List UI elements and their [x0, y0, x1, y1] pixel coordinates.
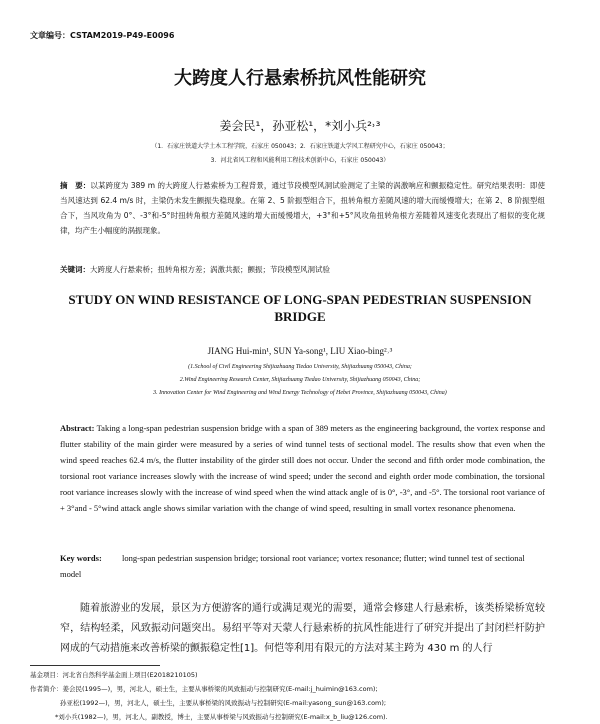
english-affiliation-line-3: 3. Innovation Center for Wind Engineering and Wind Energy Technology of Hebei Province, Shijiazhuang 050043, China): [153, 390, 447, 396]
english-title: STUDY ON WIND RESISTANCE OF LONG-SPAN PEDESTRIAN SUSPENSION BRIDGE: [68, 292, 532, 324]
english-keywords-text: long-span pedestrian suspension bridge; torsional root variance; vortex resonance; flutter; wind tunnel test of sectional model: [60, 553, 525, 579]
article-number: 文章编号：CSTAM2019-P49-E0096: [30, 31, 175, 40]
chinese-keywords-text: 大跨度人行悬索桥；扭转角根方差；涡激共振；颤振；节段模型风洞试验: [90, 265, 330, 274]
english-abstract-label: Abstract:: [60, 423, 95, 433]
chinese-title: 大跨度人行悬索桥抗风性能研究: [174, 68, 426, 89]
body-paragraph: 随着旅游业的发展，景区为方便游客的通行或满足观光的需要，通常会修建人行悬索桥，该类桥梁桥宽较窄，结构轻柔，风致振动问题突出。易绍平等对天蒙人行悬索桥的抗风性能进行了研究并提出了封闭栏杆防护网成的气动措施来改善桥梁的颤振稳定性[1]。何恺等利用有限元的方法对某主跨为 430 m 的人行: [60, 603, 545, 654]
chinese-affiliation-line-1: （1．石家庄铁道大学土木工程学院，石家庄 050043；2．石家庄铁道大学风工程研究中心，石家庄 050043；: [151, 143, 449, 150]
footnote-author-2: 孙亚松(1992—)，男，河北人，硕士生，主要从事桥梁的风致振动与控制研究(E-mail:yasong_sun@163.com);: [60, 699, 387, 707]
english-abstract: [60, 420, 545, 516]
chinese-abstract-label: 摘 要：: [60, 181, 91, 190]
footnote-divider: [30, 665, 160, 666]
footnote-author-1: 作者简介：姜会民(1995—)，男，河北人，硕士生，主要从事桥梁的风致振动与控制研究(E-mail:j_huimin@163.com);: [30, 685, 378, 693]
english-keywords-label: Key words:: [60, 553, 102, 563]
footnote-author-3: *刘小兵(1982—)，男，河北人，副教授，博士，主要从事桥梁与风致振动与控制研究(E-mail:x_b_liu@126.com).: [55, 713, 388, 721]
chinese-affiliation-line-2: 3．河北省风工程和风能利用工程技术创新中心，石家庄 050043）: [210, 157, 390, 164]
chinese-keywords-label: 关键词：: [60, 265, 90, 274]
footnote-funding: 基金项目：河北省自然科学基金面上项目(E2018210105): [30, 671, 198, 679]
english-keywords: [60, 550, 545, 582]
english-affiliation-line-2: 2.Wind Engineering Research Center, Shijiazhuang Tiedao University, Shijiazhuang 050043, China;: [179, 377, 421, 383]
english-authors: JIANG Hui-min¹, SUN Ya-song¹, LIU Xiao-bing²˒³: [207, 346, 393, 356]
chinese-abstract: [60, 178, 545, 238]
chinese-abstract-text: 以某跨度为 389 m 的大跨度人行悬索桥为工程背景，通过节段模型风洞试验测定了主梁的涡激响应和颤振稳定性。研究结果表明：即使当风速达到 62.4 m/s 时，主梁仍未发生颤振失稳现象。在第 2、5 阶振型组合下，扭转角根方差随风速的增大而缓慢增大；在第 2、8 阶振型组合下，当风攻角为 0°、-3°和-5°时扭转角根方差随风速的增大而缓慢增大，+3°和+5°风攻角扭转角根方差随着风速变化表现出了相似的变化规律，均产生小幅度的涡振现象。: [60, 181, 545, 235]
chinese-authors: 姜会民¹，孙亚松¹，*刘小兵²˒³: [219, 119, 381, 133]
english-abstract-text: Taking a long-span pedestrian suspension bridge with a span of 389 meters as the engineering background, the vortex response and flutter stability of the main girder were measured by a series of wind tunnel tests of sectional model. The results show that even when the wind speed reaches 62.4 m/s, the flutter instability of the girder still does not occur. Under the second and fifth order mode combination, the torsional root variance increases slowly with the increase of wind speed; under the second and eighth order mode combination, the torsional root variance increases slowly with the increase of wind speed when the wind attack angle of is 0°, -3°, and -5°. The torsional root variance of + 3°and - 5°wind attack angle shows similar variation with the change of wind speed, resulting in small vortex resonance phenomena.: [60, 423, 545, 513]
chinese-keywords: [60, 262, 545, 277]
english-affiliation-line-1: (1.School of Civil Engineering Shijiazhuang Tiedao University, Shijiazhuang 050043, China;: [188, 364, 412, 370]
